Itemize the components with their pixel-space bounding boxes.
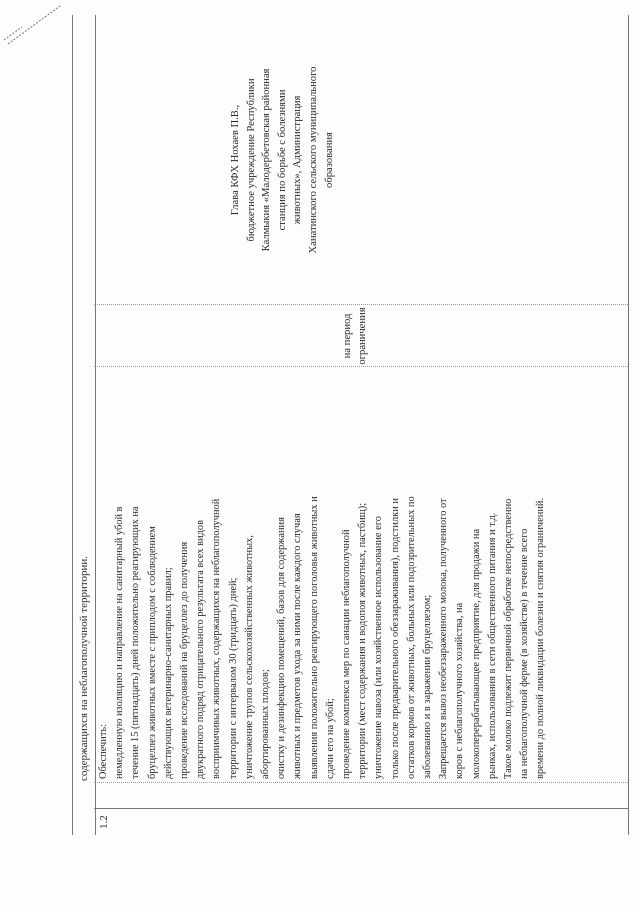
responsible-line: образования	[323, 132, 335, 188]
period-cell	[94, 304, 628, 367]
measures-line: бруцеллез животных вместе с приплодом с соблюдением	[146, 526, 158, 779]
measures-line: Запрещается вывоз необеззараженного молока, полученного от	[438, 498, 450, 779]
header-row	[72, 15, 96, 835]
row-number-cell	[94, 808, 628, 835]
measures-line: территории с интервалом 30 (тридцать) дней;	[227, 577, 239, 779]
measures-line: Обеспечить:	[98, 723, 109, 779]
period-text: на период ограничения	[342, 307, 368, 365]
measures-line: проведение исследований на бруцеллез до получения	[179, 541, 191, 779]
measures-line: на неблагополучной ферме (в хозяйстве) в течение всего	[519, 528, 531, 779]
responsible-line: Калмыкия «Малодербетовская районная	[261, 68, 273, 252]
measures-line: времени до полной ликвидации болезни и снятия ограничений.	[535, 497, 547, 779]
measures-line: остатков кормов от животных, больных или подозрительных по	[405, 496, 417, 779]
row-number: 1.2	[98, 815, 110, 829]
rotated-table	[72, 15, 628, 835]
responsible-text	[228, 23, 337, 297]
measures-line: рынках, использования в сети общественного питания и т.д.	[486, 512, 498, 779]
measures-text	[96, 373, 550, 779]
spacer-cell	[94, 782, 628, 809]
header-row-text: содержащихся на неблагополучной территории.	[78, 555, 90, 781]
measures-line: очистку и дезинфекцию помещений, базов для содержания	[276, 517, 288, 779]
measures-line: восприимчивых животных, содержащихся на неблагополучной	[211, 498, 223, 779]
responsible-line: станция по борьбе с болезнями	[276, 89, 288, 231]
measures-line: коров с неблагополучного хозяйства, на	[454, 602, 466, 779]
measures-line: выявления положительно реагирующего поголовья животных и	[308, 496, 320, 779]
measures-line: проведение комплекса мер по санации неблагополучной	[341, 529, 353, 779]
measures-line: животных и предметов ухода за ними после каждого случая	[292, 513, 304, 779]
measures-line: только после предварительного обеззараживания), подстилки и	[389, 498, 401, 779]
measures-line: абортированных плодов;	[260, 669, 272, 779]
measures-line: уничтожение навоза (или хозяйственное использование его	[373, 516, 385, 779]
responsible-line: бюджетное учреждение Республики	[245, 78, 257, 242]
measures-line: немедленную изоляцию и направление на санитарный убой в	[114, 506, 126, 779]
measures-line: течение 15 (пятнадцать) дней положительно реагирующих на	[130, 506, 142, 779]
measures-line: Такое молоко подлежит первичной обработке непосредственно	[503, 498, 515, 779]
responsible-line: животных», Администрация	[292, 95, 304, 225]
measures-line: молокоперерабатывающее предприятие, для продажи на	[470, 528, 482, 779]
measures-line: сдачи его на убой;	[324, 698, 336, 779]
responsible-line: Глава КФХ Нохаев П.В.,	[230, 104, 241, 216]
measures-line: территории (мест содержания и водопоя животных, пастбищ);	[357, 502, 369, 779]
measures-cell	[94, 366, 628, 783]
corner-stamp	[2, 0, 72, 50]
responsible-line: Ханатинского сельского муниципального	[307, 66, 319, 254]
measures-line: заболеванию и в заражении бруцеллезом;	[422, 594, 434, 779]
measures-line: уничтожение трупов сельскохозяйственных животных,	[243, 535, 255, 779]
measures-line: действующих ветеринарно-санитарных правил;	[162, 567, 174, 779]
responsible-cell	[94, 15, 628, 305]
measures-line: двукратного подряд отрицательного результата всех видов	[195, 519, 207, 779]
table-row	[94, 15, 629, 835]
